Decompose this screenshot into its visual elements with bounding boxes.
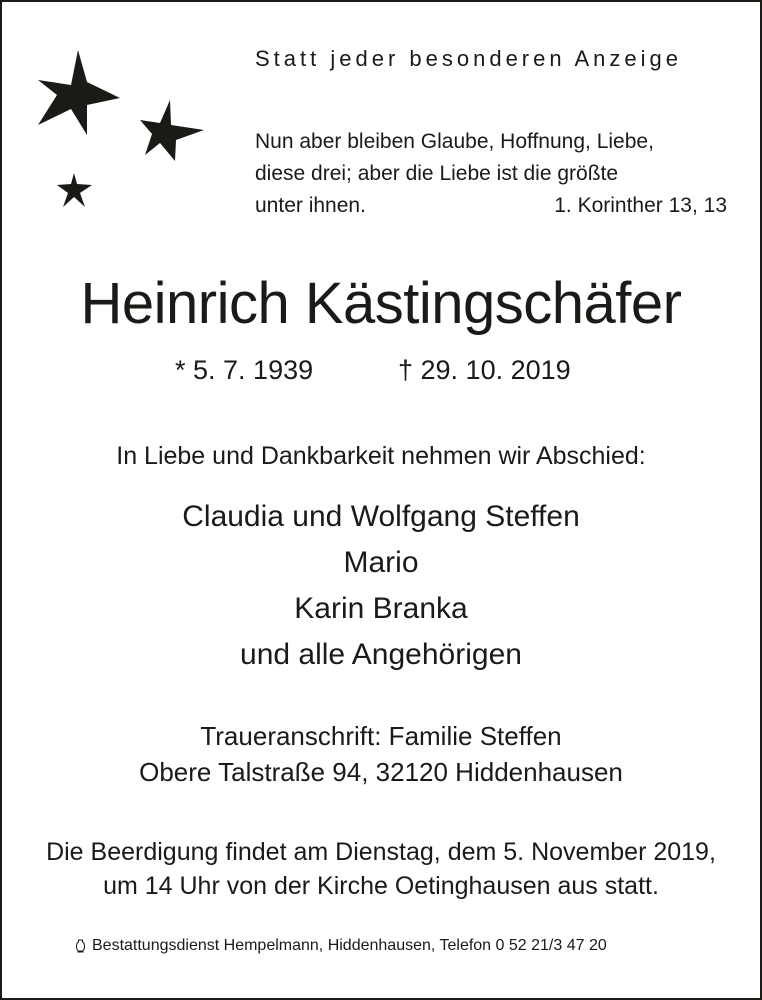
star-icon-small [57,173,92,207]
urn-icon [75,939,86,953]
mourning-address-line-1: Traueranschrift: Familie Steffen [200,721,562,751]
funeral-info-line-1: Die Beerdigung findet am Dienstag, dem 5. November 2019, [46,838,716,866]
death-date: † 29. 10. 2019 [398,355,571,385]
mourner-name: Mario [343,546,419,579]
funeral-service-footer [75,937,607,955]
verse-line-3 [255,190,727,222]
mourning-address-line-2: Obere Talstraße 94, 32120 Hiddenhausen [139,757,623,787]
deceased-name: Heinrich Kästingschäfer [80,271,682,336]
birth-date: * 5. 7. 1939 [175,355,314,385]
star-icon-large [38,50,120,135]
mourner-name: und alle Angehörigen [240,638,522,671]
funeral-info-line-2: um 14 Uhr von der Kirche Oetinghausen aus statt. [103,872,659,900]
stars-decoration [30,45,220,220]
bible-verse [255,126,730,222]
star-icon-medium [140,100,204,161]
verse-line-2: diese drei; aber die Liebe ist die größte [255,162,619,185]
farewell-intro: In Liebe und Dankbarkeit nehmen wir Abschied: [116,442,646,470]
verse-line-1: Nun aber bleiben Glaube, Hoffnung, Liebe, [255,130,654,153]
footer-text: Bestattungsdienst Hempelmann, Hiddenhausen, Telefon 0 52 21/3 47 20 [92,937,607,954]
mourner-name: Karin Branka [294,592,468,625]
notice-header: Statt jeder besonderen Anzeige [255,46,683,71]
mourner-name: Claudia und Wolfgang Steffen [182,500,580,533]
mourners-list [0,494,762,678]
verse-text-end: unter ihnen. [255,194,366,217]
verse-reference: 1. Korinther 13, 13 [554,194,727,217]
